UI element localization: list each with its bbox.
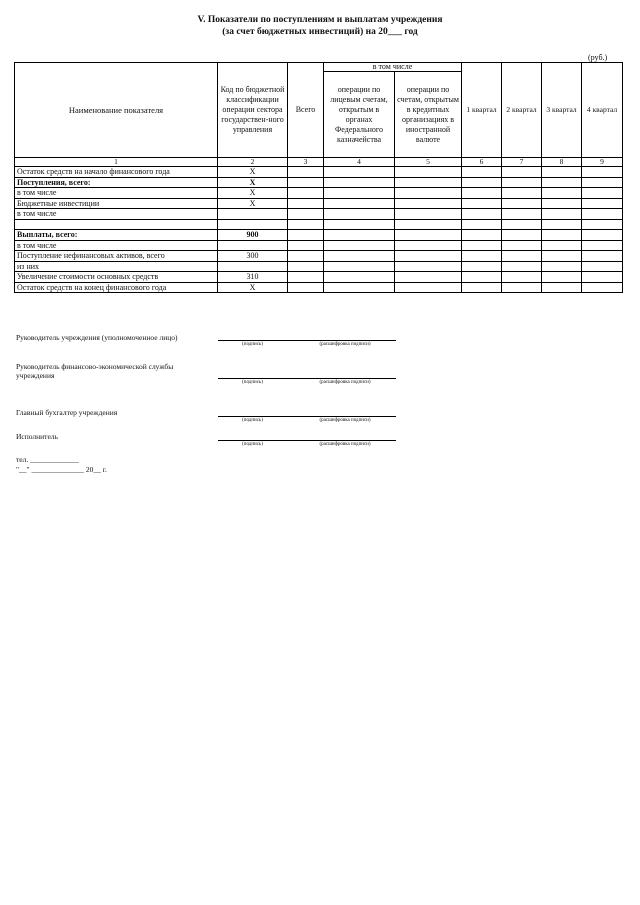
row-name: из них: [15, 261, 218, 272]
row-value-cell: [582, 198, 623, 209]
row-value-cell: [395, 251, 462, 262]
sig-executor-label: Исполнитель: [16, 432, 58, 441]
row-value-cell: [324, 272, 395, 283]
document-subtitle: (за счет бюджетных инвестиций) на 20___ год: [222, 27, 418, 37]
sig-accountant-sign-caption: (подпись): [242, 418, 263, 423]
row-value-cell: [542, 177, 582, 188]
date-field: "__" ______________ 20__ г.: [16, 465, 107, 474]
row-value-cell: [502, 240, 542, 251]
row-name: Остаток средств на конец финансового года: [15, 282, 218, 293]
header-q1: 1 квартал: [462, 63, 502, 158]
table-row: [15, 261, 623, 272]
row-value-cell: [502, 219, 542, 230]
row-value-cell: [582, 230, 623, 241]
row-value-cell: [502, 282, 542, 293]
row-value-cell: [324, 198, 395, 209]
table-row: [15, 219, 623, 230]
row-value-cell: [582, 240, 623, 251]
row-value-cell: [502, 167, 542, 178]
row-code: X: [218, 177, 288, 188]
row-code: 310: [218, 272, 288, 283]
row-value-cell: [462, 272, 502, 283]
row-value-cell: [462, 209, 502, 220]
row-value-cell: [462, 219, 502, 230]
col-number: 5: [395, 158, 462, 167]
header-total: Всего: [288, 63, 324, 158]
row-value-cell: [288, 230, 324, 241]
sig-executor-decode-caption: (расшифровка подписи): [319, 442, 371, 447]
row-name: в том числе: [15, 209, 218, 220]
row-value-cell: [542, 261, 582, 272]
row-value-cell: [462, 167, 502, 178]
row-value-cell: [582, 177, 623, 188]
row-value-cell: [582, 272, 623, 283]
row-name: Поступление нефинансовых активов, всего: [15, 251, 218, 262]
row-name: [15, 219, 218, 230]
row-value-cell: [542, 251, 582, 262]
row-value-cell: [462, 188, 502, 199]
row-value-cell: [324, 282, 395, 293]
row-value-cell: [582, 188, 623, 199]
sig-finance-sign-caption: (подпись): [242, 380, 263, 385]
table-row: [15, 282, 623, 293]
row-value-cell: [395, 188, 462, 199]
row-value-cell: [462, 261, 502, 272]
table-row: [15, 198, 623, 209]
row-value-cell: [462, 177, 502, 188]
row-value-cell: [288, 188, 324, 199]
col-number: 8: [542, 158, 582, 167]
row-value-cell: [462, 282, 502, 293]
sig-accountant-label: Главный бухгалтер учреждения: [16, 408, 118, 417]
row-value-cell: [288, 219, 324, 230]
header-code: Код по бюджетной классификации операции сектора государствен-ного управления: [218, 63, 288, 158]
row-value-cell: [542, 282, 582, 293]
row-value-cell: [582, 251, 623, 262]
row-value-cell: [395, 209, 462, 220]
sig-executor-line: [218, 440, 396, 441]
row-name: Остаток средств на начало финансового года: [15, 167, 218, 178]
header-q3: 3 квартал: [542, 63, 582, 158]
row-value-cell: [288, 240, 324, 251]
row-value-cell: [462, 198, 502, 209]
table-row: [15, 188, 623, 199]
table-row: [15, 272, 623, 283]
row-value-cell: [288, 261, 324, 272]
row-name: в том числе: [15, 240, 218, 251]
row-value-cell: [395, 219, 462, 230]
row-name: в том числе: [15, 188, 218, 199]
row-value-cell: [324, 177, 395, 188]
table-row: [15, 230, 623, 241]
row-value-cell: [324, 219, 395, 230]
row-value-cell: [542, 230, 582, 241]
table-body: [15, 167, 623, 293]
row-value-cell: [542, 219, 582, 230]
table-row: [15, 177, 623, 188]
row-value-cell: [582, 209, 623, 220]
row-code: X: [218, 198, 288, 209]
sig-finance-label-2: учреждения: [16, 371, 55, 380]
row-value-cell: [502, 230, 542, 241]
table-row: [15, 251, 623, 262]
row-value-cell: [288, 272, 324, 283]
row-value-cell: [542, 188, 582, 199]
row-value-cell: [542, 167, 582, 178]
row-value-cell: [502, 261, 542, 272]
sig-executor-sign-caption: (подпись): [242, 442, 263, 447]
row-value-cell: [324, 167, 395, 178]
phone-field: тел. _____________: [16, 455, 79, 464]
row-value-cell: [395, 282, 462, 293]
header-treasury: операции по лицевым счетам, открытым в органах Федерального казначейства: [324, 72, 395, 158]
row-value-cell: [502, 209, 542, 220]
header-name: Наименование показателя: [15, 63, 218, 158]
sig-finance-decode-caption: (расшифровка подписи): [319, 380, 371, 385]
row-value-cell: [502, 272, 542, 283]
row-code: 300: [218, 251, 288, 262]
row-value-cell: [462, 240, 502, 251]
row-value-cell: [502, 251, 542, 262]
sig-finance-line: [218, 378, 396, 379]
row-value-cell: [395, 240, 462, 251]
col-number: 9: [582, 158, 623, 167]
row-value-cell: [395, 177, 462, 188]
sig-head-label: Руководитель учреждения (уполномоченное лицо): [16, 333, 178, 342]
row-name: Выплаты, всего:: [15, 230, 218, 241]
row-value-cell: [542, 272, 582, 283]
header-credit: операции по счетам, открытым в кредитных организациях в иностранной валюте: [395, 72, 462, 158]
row-value-cell: [502, 177, 542, 188]
row-code: X: [218, 188, 288, 199]
row-value-cell: [395, 198, 462, 209]
row-value-cell: [582, 261, 623, 272]
sig-accountant-decode-caption: (расшифровка подписи): [319, 418, 371, 423]
document-title: V. Показатели по поступлениям и выплатам учреждения: [197, 15, 443, 25]
row-value-cell: [582, 219, 623, 230]
row-value-cell: [324, 209, 395, 220]
sig-finance-label-1: Руководитель финансово-экономической службы: [16, 362, 174, 371]
row-value-cell: [324, 188, 395, 199]
sig-accountant-line: [218, 416, 396, 417]
header-q4: 4 квартал: [582, 63, 623, 158]
row-value-cell: [542, 209, 582, 220]
sig-head-sign-caption: (подпись): [242, 342, 263, 347]
row-value-cell: [462, 230, 502, 241]
row-value-cell: [502, 188, 542, 199]
row-code: [218, 219, 288, 230]
col-number: 1: [15, 158, 218, 167]
row-value-cell: [502, 198, 542, 209]
row-value-cell: [395, 272, 462, 283]
row-code: [218, 240, 288, 251]
col-number: 2: [218, 158, 288, 167]
row-value-cell: [324, 261, 395, 272]
col-number: 4: [324, 158, 395, 167]
row-value-cell: [288, 251, 324, 262]
header-q2: 2 квартал: [502, 63, 542, 158]
row-code: [218, 261, 288, 272]
row-code: [218, 209, 288, 220]
sig-head-line: [218, 340, 396, 341]
row-value-cell: [582, 167, 623, 178]
row-value-cell: [582, 282, 623, 293]
table-row: [15, 240, 623, 251]
row-value-cell: [288, 177, 324, 188]
row-code: X: [218, 167, 288, 178]
row-value-cell: [288, 209, 324, 220]
row-value-cell: [324, 251, 395, 262]
table-row: [15, 209, 623, 220]
col-number: 6: [462, 158, 502, 167]
row-value-cell: [324, 230, 395, 241]
row-name: Бюджетные инвестиции: [15, 198, 218, 209]
row-value-cell: [542, 240, 582, 251]
unit-label: (руб.): [588, 53, 608, 62]
column-numbers-row: [15, 158, 623, 167]
indicators-table: [14, 62, 623, 293]
row-value-cell: [395, 230, 462, 241]
row-value-cell: [395, 261, 462, 272]
row-value-cell: [462, 251, 502, 262]
row-value-cell: [324, 240, 395, 251]
row-name: Увеличение стоимости основных средств: [15, 272, 218, 283]
row-value-cell: [395, 167, 462, 178]
row-code: 900: [218, 230, 288, 241]
row-value-cell: [542, 198, 582, 209]
col-number: 7: [502, 158, 542, 167]
sig-head-decode-caption: (расшифровка подписи): [319, 342, 371, 347]
table-row: [15, 167, 623, 178]
row-code: X: [218, 282, 288, 293]
header-including: в том числе: [324, 63, 462, 72]
row-value-cell: [288, 198, 324, 209]
row-name: Поступления, всего:: [15, 177, 218, 188]
row-value-cell: [288, 282, 324, 293]
col-number: 3: [288, 158, 324, 167]
row-value-cell: [288, 167, 324, 178]
